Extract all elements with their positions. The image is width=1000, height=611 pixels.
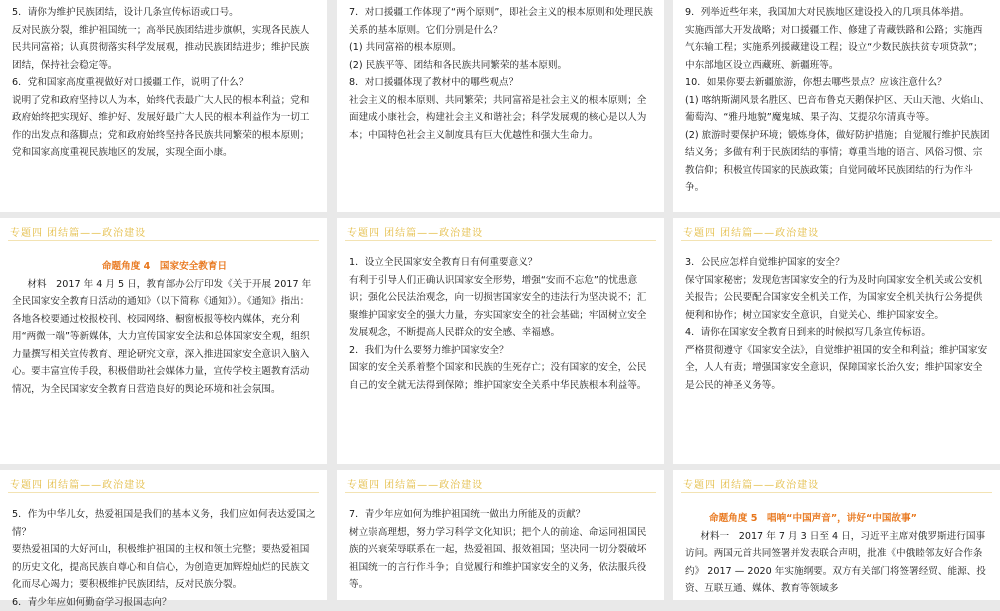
answer: (1) 共同富裕的根本原则。 [349,39,654,57]
slide-content [349,506,654,594]
topic-title: 命题角度 5 唱响“中国声音”，讲好“中国故事” [685,510,990,528]
slide-8 [337,470,664,600]
question: 4．请你在国家安全教育日到来的时候拟写几条宣传标语。 [685,324,990,342]
header-divider [345,240,656,241]
answer: (2) 民族平等、团结和各民族共同繁荣的基本原则。 [349,57,654,75]
header-divider [8,492,319,493]
question: 9．列举近些年来，我国加大对民族地区建设投入的几项具体举措。 [685,4,990,22]
question: 6．青少年应如何勤奋学习报国志向？ [12,594,317,611]
slide-1 [0,0,327,212]
slide-content [12,4,317,162]
answer: (2) 旅游时要保护环境；锻炼身体，做好防护措施；自觉履行维护民族团结义务；多做有利于民族团结的事情；尊重当地的语言、风俗习惯、宗教信仰；积极宣传国家的民族政策；自觉同破坏民族团结的行为作斗争。 [685,127,990,197]
section-header: 专题四 团结篇——政治建设 [10,476,146,491]
slide-content [685,254,990,394]
slide-content [685,4,990,197]
slide-9 [673,470,1000,600]
question: 5．作为中华儿女，热爱祖国是我们的基本义务，我们应如何表达爱国之情？ [12,506,317,541]
slide-content [12,506,317,611]
slide-6 [673,218,1000,464]
answer: 有利于引导人们正确认识国家安全形势，增强“安而不忘危”的忧患意识；强化公民法治观念，向一切损害国家安全的违法行为坚决说不；汇聚维护国家安全的强大力量，夯实国家安全的社会基础；牢固树立安全发展观念，不断提高人民群众的安全感、幸福感。 [349,272,654,342]
section-header: 专题四 团结篇——政治建设 [683,224,819,239]
question: 7．青少年应如何为维护祖国统一做出力所能及的贡献？ [349,506,654,524]
question: 1．设立全民国家安全教育日有何重要意义？ [349,254,654,272]
slide-content [349,4,654,144]
slide-content [349,254,654,394]
question: 7．对口援疆工作体现了“两个原则”，即社会主义的根本原则和处理民族关系的基本原则。它们分别是什么？ [349,4,654,39]
header-divider [681,492,992,493]
answer: 实施西部大开发战略；对口援疆工作、修建了青藏铁路和公路；实施西气东输工程；实施系列援藏建设工程；设立“少数民族扶贫专项贷款”；中东部地区设立西藏班、新疆班等。 [685,22,990,75]
question: 3．公民应怎样自觉维护国家的安全？ [685,254,990,272]
section-header: 专题四 团结篇——政治建设 [347,476,483,491]
section-header: 专题四 团结篇——政治建设 [347,224,483,239]
answer: 反对民族分裂，维护祖国统一；高举民族团结进步旗帜，实现各民族人民共同富裕；认真贯彻落实科学发展观，推动民族团结进步；维护民族团结，保持社会稳定等。 [12,22,317,75]
slide-2 [337,0,664,212]
question: 10．如果你要去新疆旅游，你想去哪些景点？应该注意什么？ [685,74,990,92]
answer: 社会主义的根本原则、共同繁荣；共同富裕是社会主义的根本原则；全面建成小康社会，构建社会主义和谐社会；科学发展观的核心是以人为本；中国特色社会主义制度具有巨大优越性和强大生命力。 [349,92,654,145]
answer: 树立崇高理想，努力学习科学文化知识；把个人的前途、命运同祖国民族的兴衰荣辱联系在一起，热爱祖国、报效祖国；坚决同一切分裂破坏祖国统一的言行作斗争；自觉履行和维护国家安全的义务，依法服兵役等。 [349,524,654,594]
slide-3 [673,0,1000,212]
answer: (1) 喀纳斯湖风景名胜区、巴音布鲁克天鹅保护区、天山天池、火焰山、葡萄沟、“雅丹地貌”魔鬼城、果子沟、艾提尕尔清真寺等。 [685,92,990,127]
slide-7 [0,470,327,600]
section-header: 专题四 团结篇——政治建设 [683,476,819,491]
material-text: 材料 2017 年 4 月 5 日，教育部办公厅印发《关于开展 2017 年全民国家安全教育日活动的通知》（以下简称《通知》）。《通知》指出：各地各校要通过校报校刊、校园网络、橱窗板报等校内媒体，充分利用“两微一端”等新媒体，大力宣传国家安全法和总体国家安全观，组织力量撰写相关宣传教育、理论研究文章，深入推进国家安全意识入脑入心。要丰富宣传手段，积极借助社会媒体力量，宣传学校主题教育活动情况，为全民国家安全教育日营造良好的舆论环境和社会氛围。 [12,276,317,399]
header-divider [681,240,992,241]
answer: 严格贯彻遵守《国家安全法》，自觉维护祖国的安全和利益；维护国家安全，人人有责；增强国家安全意识，保障国家长治久安；维护国家安全是公民的神圣义务等。 [685,342,990,395]
question: 5．请你为维护民族团结，设计几条宣传标语或口号。 [12,4,317,22]
topic-title: 命题角度 4 国家安全教育日 [12,258,317,276]
slide-4 [0,218,327,464]
slide-5 [337,218,664,464]
question: 2．我们为什么要努力维护国家安全？ [349,342,654,360]
slide-content [12,258,317,398]
header-divider [8,240,319,241]
material-text: 材料一 2017 年 7 月 3 日至 4 日，习近平主席对俄罗斯进行国事访问。两国元首共同签署并发表联合声明，批准《中俄睦邻友好合作条约》 2017 — 2020 年实施纲要。双方有关部门将签署经贸、能源、投资、互联互通、媒体、教育等领域多 [685,528,990,598]
section-header: 专题四 团结篇——政治建设 [10,224,146,239]
question: 8．对口援疆体现了教材中的哪些观点？ [349,74,654,92]
question: 6．党和国家高度重视做好对口援疆工作，说明了什么？ [12,74,317,92]
answer: 要热爱祖国的大好河山，积极维护祖国的主权和领土完整；要热爱祖国的历史文化，提高民族自尊心和自信心，为创造更加辉煌灿烂的民族文化而尽心竭力；要积极维护民族团结，反对民族分裂。 [12,541,317,594]
header-divider [345,492,656,493]
answer: 保守国家秘密；发现危害国家安全的行为及时向国家安全机关或公安机关报告；公民要配合国家安全机关工作，为国家安全机关执行公务提供便利和协作；树立国家安全意识，自觉关心、维护国家安全。 [685,272,990,325]
slide-content [685,510,990,598]
answer: 说明了党和政府坚持以人为本，始终代表最广大人民的根本利益；党和政府始终把实现好、维护好、发展好最广大人民的根本利益作为一切工作的出发点和落脚点；党和政府始终坚持各民族共同繁荣的根本原则；党和国家高度重视民族地区的发展，实现全面小康。 [12,92,317,162]
answer: 国家的安全关系着整个国家和民族的生死存亡；没有国家的安全，公民自己的安全就无法得到保障；维护国家安全关系中华民族根本利益等。 [349,359,654,394]
